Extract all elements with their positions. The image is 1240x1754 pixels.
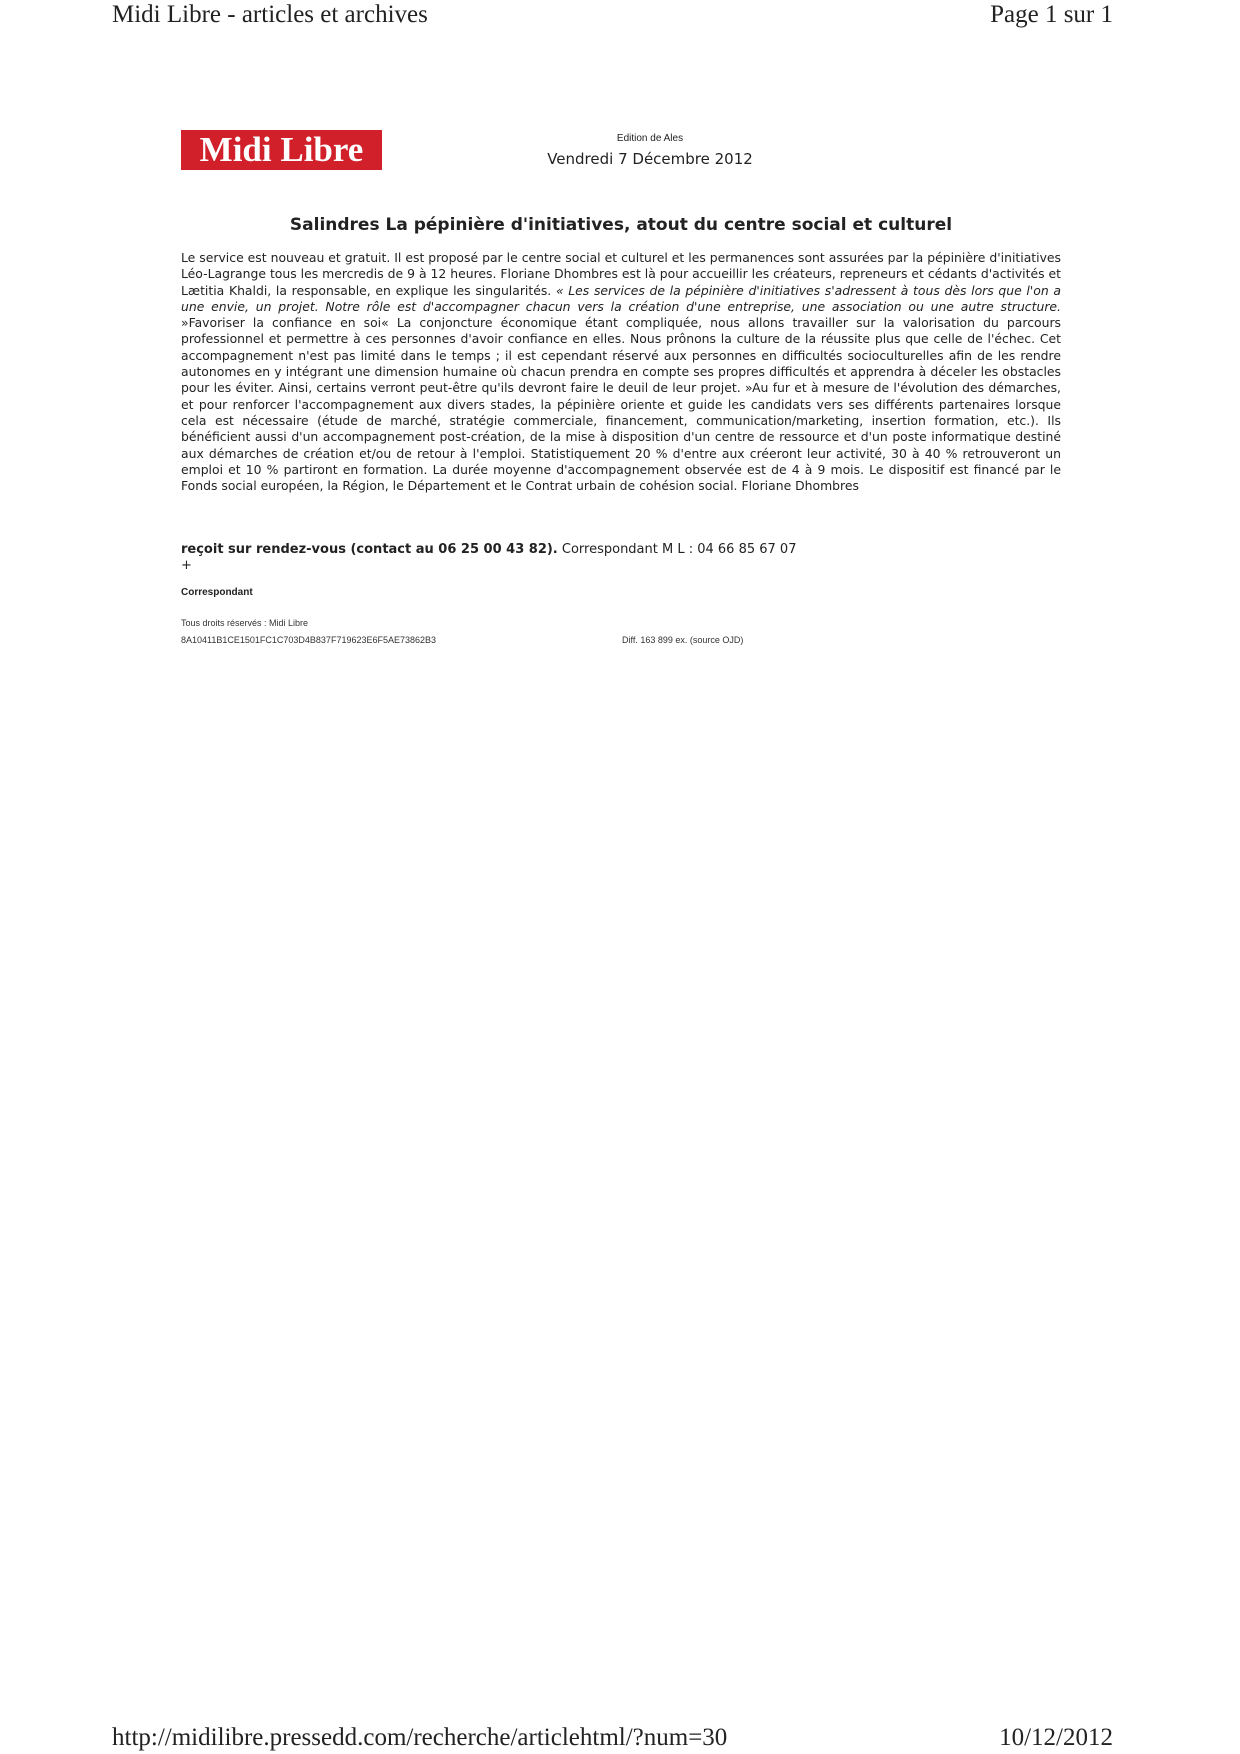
reference-code: 8A10411B1CE1501FC1C703D4B837F719623E6F5AE73862B3	[181, 635, 437, 645]
article-body	[181, 250, 1061, 494]
diffusion-info: Diff. 163 899 ex. (source OJD)	[622, 635, 744, 645]
contact-correspondent: Correspondant M L : 04 66 85 67 07	[557, 542, 797, 557]
print-footer-date: 10/12/2012	[999, 1724, 1113, 1751]
rights-notice: Tous droits réservés : Midi Libre	[181, 618, 309, 628]
article-body-main: »Favoriser la confiance en soi« La conjoncture économique étant compliquée, nous allons travailler sur la valorisation du parcours professionnel et permettre à ces personnes d'avoir confiance en elles. Nous prônons la culture de la réussite plus que celle de l'échec. Cet accompagnement n'est pas limité dans le temps ; il est cependant réservé aux personnes en difficultés socioculturelles afin de les rendre autonomes en y intégrant une dimension humaine où chacun prendra en compte ses propres difficultés et apprendra à déceler les obstacles pour les éviter. Ainsi, certains verront peut-être qu'ils devront faire le deuil de leur projet. »Au fur et à mesure de l'évolution des démarches, et pour renforcer l'accompagnement aux divers stades, la pépinière oriente et guide les candidats vers ses différents partenaires lorsque cela est nécessaire (étude de marché, stratégie commerciale, financement, communication/marketing, insertion formation, etc.). Ils bénéficient aussi d'un accompagnement post-création, de la mise à disposition d'un centre de ressource et d'un poste informatique destiné aux démarches de création et/ou de retour à l'emploi. Statistiquement 20 % d'entre aux créeront leur activité, 30 à 40 % retrouveront un emploi et 10 % partiront en formation. La durée moyenne d'accompagnement observée est de 4 à 9 mois. Le dispositif est financé par le Fonds social européen, la Région, le Département et le Contrat urbain de cohésion social. Floriane Dhombres	[181, 315, 1061, 494]
article-body-intro: Le service est nouveau et gratuit. Il est proposé par le centre social et culturel et les permanences sont assurées par la pépinière d'initiatives Léo-Lagrange tous les mercredis de 9 à 12 heures. Floriane Dhombres est là pour accueillir les créateurs, repreneurs et cédants d'activités et Lætitia Khaldi, la responsable, en explique les singularités.	[181, 250, 1061, 298]
signature: Correspondant	[181, 587, 253, 598]
print-header-page: Page 1 sur 1	[990, 1, 1113, 28]
plus-sign: +	[181, 558, 192, 573]
article-body-quote: « Les services de la pépinière d'initiatives s'adressent à tous dès lors que l'on a une envie, un projet. Notre rôle est d'accompagner chacun vers la création d'une entreprise, une association ou une autre structure.	[181, 282, 1061, 314]
print-header-title: Midi Libre - articles et archives	[112, 1, 428, 28]
edition-label: Edition de Ales	[616, 133, 684, 144]
contact-appointment: reçoit sur rendez-vous (contact au 06 25 00 43 82).	[181, 542, 558, 557]
midi-libre-logo: Midi Libre	[181, 130, 382, 170]
article-date: Vendredi 7 Décembre 2012	[547, 150, 753, 168]
print-footer-url[interactable]: http://midilibre.pressedd.com/recherche/articlehtml/?num=30	[112, 1724, 728, 1751]
contact-line	[181, 541, 1061, 558]
article-title: Salindres La pépinière d'initiatives, atout du centre social et culturel	[289, 215, 953, 235]
